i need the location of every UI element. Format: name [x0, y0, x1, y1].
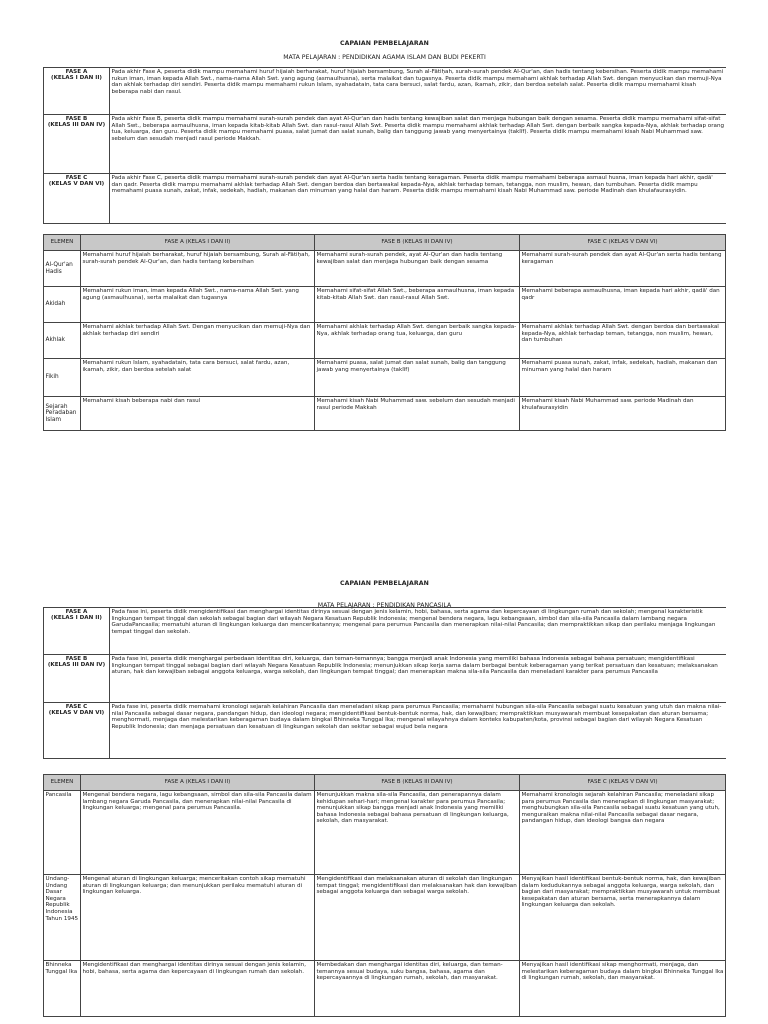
fase-description: Pada fase ini, peserta didik menghargai perbedaan identitas diri, keluarga, dan teman-temannya; bangga menjadi anak Indonesia yang memiliki bahasa Indonesia sebagai bahasa persatuan; mengidentifikasi lingkungan tempat tinggal sebagai bagian dari wilayah Negara Kesatuan Republik Indonesia; menunjukkan sikap kerja sama dalam berbagai bentuk keberagaman yang terikat persatuan dan kesatuan; melaksanakan aturan, hak dan kewajiban sebagai anggota keluarga, warga sekolah, dan lingkungan tempat tinggal; dan menerapkan makna sila-sila Pancasila dan meneladani karakter para perumus Pancasila	[110, 655, 727, 703]
fase-c-cell: Memahami akhlak terhadap Allah Swt. dengan berdoa dan bertawakal kepada-Nya, akhlak terhadap teman, tetangga, non muslim, hewan, dan tumbuhan	[520, 323, 726, 359]
fase-row	[44, 608, 727, 655]
column-header: ELEMEN	[44, 775, 81, 791]
fase-class: (KELAS III DAN IV)	[47, 662, 106, 669]
table-row	[44, 961, 726, 1017]
elemen-cell: Undang- Undang Dasar Negara Republik Indonesia Tahun 1945	[44, 875, 81, 961]
fase-b-cell: Memahami sifat-sifat Allah Swt., beberapa asmaulhusna, iman kepada kitab-kitab Allah Swt. dan rasul-rasul Allah Swt.	[315, 287, 520, 323]
elemen-cell: Fikih	[44, 359, 81, 397]
ppkn-title: CAPAIAN PEMBELAJARAN	[340, 580, 429, 587]
fase-c-cell: Menyajikan hasil identifikasi bentuk-bentuk norma, hak, dan kewajiban dalam kedudukannya sebagai anggota keluarga, warga sekolah, dan bagian dari masyarakat; mempraktikkan musyawarah untuk membuat kesepakatan dan aturan bersama, serta menerapkannya dalam lingkungan keluarga dan sekolah.	[520, 875, 726, 961]
table-row	[44, 323, 726, 359]
table-row	[44, 397, 726, 431]
pai-header	[43, 40, 726, 61]
fase-row	[44, 655, 727, 703]
ppkn-header	[43, 580, 726, 609]
table-row	[44, 251, 726, 287]
fase-class: (KELAS V DAN VI)	[48, 181, 105, 188]
table-row	[44, 791, 726, 875]
fase-description: Pada akhir Fase A, peserta didik mampu memahami huruf hijaiah berharakat, huruf hijaiah bersambung, Surah al-Fātiḥah, surah-surah pendek Al-Qur'an, dan hadis tentang kebersihan. Peserta didik mampu memahami rukun iman, iman kepada Allah Swt., nama-nama Allah Swt. yang agung (asmaulhusna), serta malaikat dan tugasnya. Peserta didik mampu memahami akhlak terhadap Allah Swt. dengan menyucikan dan memuji-Nya dan akhlak terhadap diri sendiri. Peserta didik mampu memahami rukun Islam, syahadatain, tata cara bersuci, salat fardu, azan, ikamah, zikir, dan berdoa setelah salat. Peserta didik mampu memahami kisah beberapa nabi dan rasul.	[110, 68, 727, 115]
column-header: FASE A (KELAS I DAN II)	[81, 235, 315, 251]
fase-b-cell: Memahami kisah Nabi Muhammad saw. sebelum dan sesudah menjadi rasul periode Makkah	[315, 397, 520, 431]
fase-a-cell: Memahami rukun Islam, syahadatain, tata cara bersuci, salat fardu, azan, ikamah, zikir, dan berdoa setelah salat	[81, 359, 315, 397]
table-header-row	[44, 235, 726, 251]
fase-class: (KELAS V DAN VI)	[48, 710, 105, 717]
fase-c-cell: Memahami kronologis sejarah kelahiran Pancasila; meneladani sikap para perumus Pancasila dan menerapkan di lingkungan masyarakat; menghubungkan sila-sila Pancasila sebagai suatu kesatuan yang utuh, menguraikan makna nilai-nilai Pancasila sebagai dasar negara, pandangan hidup, dan ideologi bangsa dan negara	[520, 791, 726, 875]
fase-b-cell: Mengidentifikasi dan melaksanakan aturan di sekolah dan lingkungan tempat tinggal; mengidentifikasi dan melaksanakan hak dan kewajiban sebagai anggota keluarga dan sebagai warga sekolah.	[315, 875, 520, 961]
fase-a-cell: Mengenal aturan di lingkungan keluarga; menceritakan contoh sikap mematuhi aturan di lingkungan keluarga; dan menunjukkan perilaku mematuhi aturan di lingkungan keluarga.	[81, 875, 315, 961]
fase-name: FASE C	[65, 175, 88, 181]
pai-title: CAPAIAN PEMBELAJARAN	[340, 40, 429, 47]
table-header-row	[44, 775, 726, 791]
fase-a-cell: Memahami akhlak terhadap Allah Swt. Dengan menyucikan dan memuji-Nya dan akhlak terhadap diri sendiri	[81, 323, 315, 359]
elemen-cell: Bhinneka Tunggal Ika	[44, 961, 81, 1017]
fase-name: FASE A	[65, 609, 88, 615]
fase-a-cell: Memahami rukun iman, iman kepada Allah Swt., nama-nama Allah Swt. yang agung (asmaulhusna), serta malaikat dan tugasnya	[81, 287, 315, 323]
elemen-cell: Pancasila	[44, 791, 81, 875]
column-header: FASE A (KELAS I DAN II)	[81, 775, 315, 791]
ppkn-elemen-table	[43, 774, 726, 1017]
fase-row	[44, 174, 727, 224]
table-row	[44, 287, 726, 323]
elemen-cell: Sejarah Peradaban Islam	[44, 397, 81, 431]
fase-b-cell: Membedakan dan menghargai identitas diri, keluarga, dan teman-temannya sesuai budaya, suku bangsa, bahasa, agama dan kepercayaannya di lingkungan rumah, sekolah, dan masyarakat.	[315, 961, 520, 1017]
fase-b-cell: Memahami akhlak terhadap Allah Swt. dengan berbaik sangka kepada-Nya, akhlak terhadap orang tua, keluarga, dan guru	[315, 323, 520, 359]
fase-name: FASE A	[65, 69, 88, 75]
fase-c-cell: Memahami surah-surah pendek dan ayat Al-Qur'an serta hadis tentang keragaman	[520, 251, 726, 287]
pai-fase-table	[43, 67, 726, 224]
fase-row	[44, 68, 727, 115]
column-header: FASE C (KELAS V DAN VI)	[520, 235, 726, 251]
fase-label	[44, 68, 110, 115]
fase-label	[44, 174, 110, 224]
fase-b-cell: Memahami surah-surah pendek, ayat Al-Qur'an dan hadis tentang kewajiban salat dan menjaga hubungan baik dengan sesama	[315, 251, 520, 287]
elemen-cell: Akhlak	[44, 323, 81, 359]
fase-name: FASE B	[65, 656, 88, 662]
fase-b-cell: Memahami puasa, salat jumat dan salat sunah, balig dan tanggung jawab yang menyertainya (taklīf)	[315, 359, 520, 397]
fase-label	[44, 703, 110, 759]
column-header: FASE B (KELAS III DAN IV)	[315, 775, 520, 791]
fase-c-cell: Memahami beberapa asmaulhusna, iman kepada hari akhir, qadā' dan qadr	[520, 287, 726, 323]
fase-c-cell: Memahami puasa sunah, zakat, infak, sedekah, hadiah, makanan dan minuman yang halal dan haram	[520, 359, 726, 397]
column-header: ELEMEN	[44, 235, 81, 251]
elemen-cell: Al-Qur'an Hadis	[44, 251, 81, 287]
column-header: FASE C (KELAS V DAN VI)	[520, 775, 726, 791]
fase-class: (KELAS III DAN IV)	[47, 122, 106, 129]
fase-description: Pada akhir Fase B, peserta didik mampu memahami surah-surah pendek dan ayat Al-Qur'an dan hadis tentang kewajiban salat dan menjaga hubungan baik dengan sesama. Peserta didik mampu memahami sifat-sifat Allah Swt., beberapa asmaulhusna, iman kepada kitab-kitab Allah Swt. dan rasul-rasul Allah Swt. Peserta didik mampu memahami akhlak terhadap Allah Swt. dengan berbaik sangka kepada-Nya, akhlak terhadap orang tua, keluarga, dan guru. Peserta didik mampu memahami puasa, salat jumat dan salat sunah, balig dan tanggung jawab yang menyertainya (taklīf). Peserta didik mampu memahami kisah Nabi Muhammad saw. sebelum dan sesudah menjadi rasul periode Makkah.	[110, 115, 727, 174]
column-header: FASE B (KELAS III DAN IV)	[315, 235, 520, 251]
fase-description: Pada fase ini, peserta didik memahami kronologi sejarah kelahiran Pancasila dan meneladani sikap para perumus Pancasila; memahami hubungan sila-sila Pancasila sebagai suatu kesatuan yang utuh dan makna nilai-nilai Pancasila sebagai dasar negara, pandangan hidup, dan ideologi negara; mengidentifikasi bentuk-bentuk norma, hak, dan kewajiban; mempraktikkan musyawarah membuat kesepakatan dan aturan bersama; menghormati, menjaga dan melestarikan keberagaman budaya dalam bingkai Bhinneka Tunggal Ika; mengenal wilayahnya dalam konteks kabupaten/kota, provinsi sebagai bagian dari wilayah Negara Kesatuan Republik Indonesia; dan menjaga persatuan dan kesatuan di lingkungan sekolah dan sekitar sebagai wujud bela negara	[110, 703, 727, 759]
fase-description: Pada akhir Fase C, peserta didik mampu memahami surah-surah pendek dan ayat Al-Qur'an serta hadis tentang keragaman. Peserta didik mampu memahami beberapa asmaul husna, iman kepada hari akhir, qadā' dan qadr. Peserta didik mampu memahami akhlak terhadap Allah Swt. dengan berdoa dan bertawakal kepada-Nya, akhlak terhadap teman, tetangga, non muslim, hewan, dan tumbuhan. Peserta didik mampu memahami puasa sunah, zakat, infak, sedekah, hadiah, makanan dan minuman yang halal dan haram. Peserta didik mampu memahami kisah Nabi Muhammad saw. periode Madinah dan khulafaurasyidin.	[110, 174, 727, 224]
ppkn-subtitle: MATA PELAJARAN : PENDIDIKAN PANCASILA	[317, 602, 452, 609]
pai-elemen-table	[43, 234, 726, 431]
fase-b-cell: Menunjukkan makna sila-sila Pancasila, dan penerapannya dalam kehidupan sehari-hari; mengenal karakter para perumus Pancasila; menunjukkan sikap bangga menjadi anak Indonesia yang memiliki bahasa Indonesia sebagai bahasa persatuan di lingkungan keluarga, sekolah, dan masyarakat.	[315, 791, 520, 875]
fase-c-cell: Menyajikan hasil identifikasi sikap menghormati, menjaga, dan melestarikan keberagaman budaya dalam bingkai Bhinneka Tunggal Ika di lingkungan rumah, sekolah, dan masyarakat.	[520, 961, 726, 1017]
fase-class: (KELAS I DAN II)	[51, 75, 102, 82]
fase-a-cell: Mengidentifikasi dan menghargai identitas dirinya sesuai dengan jenis kelamin, hobi, bahasa, serta agama dan kepercayaan di lingkungan rumah dan sekolah.	[81, 961, 315, 1017]
fase-a-cell: Mengenal bendera negara, lagu kebangsaan, simbol dan sila-sila Pancasila dalam lambang negara Garuda Pancasila, dan menerapkan nilai-nilai Pancasila di lingkungan keluarga; mengenal para perumus Pancasila.	[81, 791, 315, 875]
fase-a-cell: Memahami huruf hijaiah berharakat, huruf hijaiah bersambung, Surah al-Fātiḥah, surah-surah pendek Al-Qur'an, dan hadis tentang kebersihan	[81, 251, 315, 287]
fase-label	[44, 115, 110, 174]
elemen-cell: Akidah	[44, 287, 81, 323]
fase-c-cell: Memahami kisah Nabi Muhammad saw. periode Madinah dan khulafaurasyidin	[520, 397, 726, 431]
fase-name: FASE C	[65, 704, 88, 710]
fase-row	[44, 115, 727, 174]
fase-description: Pada fase ini, peserta didik mengidentifikasi dan menghargai identitas dirinya sesuai dengan jenis kelamin, hobi, bahasa, serta agama dan kepercayaan di lingkungan rumah dan sekolah; mengenal karakteristik lingkungan tempat tinggal dan sekolah sebagai bagian dari wilayah Negara Kesatuan Republik Indonesia; mengenal bendera negara, lagu kebangsaan, simbol dan sila-sila Pancasila dalam lambang negara GarudaPancasila; mematuhi aturan di lingkungan keluarga dan mencerikatannya; mengenal para perumus Pancasila dan menerapkan nilai-nilai Pancasila; dan mempraktikkan sikap dan perilaku menjaga lingkungan tempat tinggal dan sekolah.	[110, 608, 727, 655]
fase-name: FASE B	[65, 116, 88, 122]
ppkn-fase-table	[43, 607, 726, 759]
fase-label	[44, 608, 110, 655]
fase-row	[44, 703, 727, 759]
pai-subtitle: MATA PELAJARAN : PENDIDIKAN AGAMA ISLAM DAN BUDI PEKERTI	[283, 54, 486, 61]
fase-class: (KELAS I DAN II)	[51, 615, 102, 622]
table-row	[44, 875, 726, 961]
table-row	[44, 359, 726, 397]
fase-label	[44, 655, 110, 703]
fase-a-cell: Memahami kisah beberapa nabi dan rasul	[81, 397, 315, 431]
